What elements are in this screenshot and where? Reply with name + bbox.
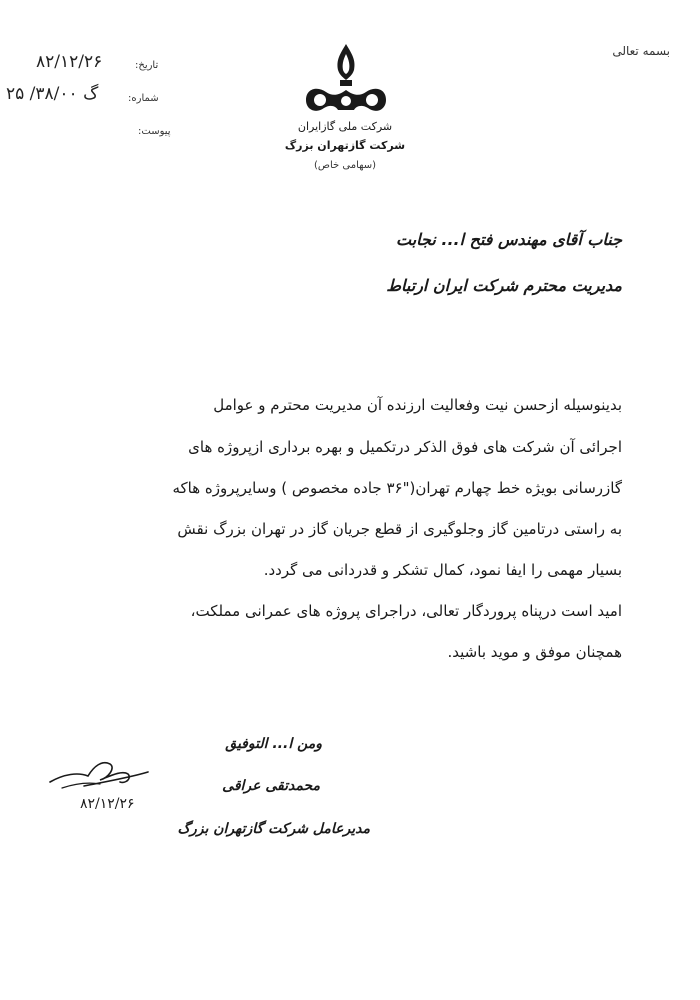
body-line: به راستی درتامین گاز وجلوگیری از قطع جریان گاز در تهران بزرگ نقش: [177, 520, 622, 538]
closing-salutation: ومن ا... التوفیق: [225, 736, 322, 752]
date-value: ۸۲/۱۲/۲۶: [36, 52, 103, 72]
number-value: گ ۳۸/۰۰/ ۲۵: [6, 84, 99, 104]
body-line: اجرائی آن شرکت های فوق الذکر درتکمیل و بهره برداری ازپروژه های: [188, 438, 622, 456]
attachment-label: پیوست:: [138, 126, 171, 137]
body-line: بسیار مهمی را ایفا نمود، کمال تشکر و قدردانی می گردد.: [263, 561, 622, 579]
body-line: گازرسانی بویژه خط چهارم تهران("۳۶ جاده مخصوص ) وسایرپروژه هاکه: [172, 479, 622, 497]
body-line: بدینوسیله ازحسن نیت وفعالیت ارزنده آن مدیریت محترم و عوامل: [213, 396, 622, 414]
invocation-text: بسمه تعالی: [612, 44, 670, 58]
body-line: همچنان موفق و موید باشید.: [447, 643, 622, 661]
company-subsidiary: شرکت گازتهران بزرگ: [284, 139, 406, 152]
handwritten-signature: [44, 752, 154, 802]
date-label: تاریخ:: [135, 60, 159, 71]
company-name: شرکت ملی گازایران: [297, 120, 393, 133]
addressee-company: مدیریت محترم شرکت ایران ارتباط: [386, 276, 622, 295]
body-line: امید است درپناه پروردگار تعالی، دراجرای پروژه های عمرانی مملکت،: [190, 602, 622, 620]
signer-title: مدیرعامل شرکت گازتهران بزرگ: [177, 821, 370, 837]
number-label: شماره:: [128, 93, 159, 104]
flame-logo-icon: [296, 40, 396, 118]
addressee-name: جناب آقای مهندس فتح ا... نجابت: [395, 230, 622, 249]
company-type: (سهامی خاص): [313, 160, 377, 171]
signer-name: محمدتقی عراقی: [222, 778, 320, 794]
signature-date: ۸۲/۱۲/۲۶: [80, 796, 135, 812]
